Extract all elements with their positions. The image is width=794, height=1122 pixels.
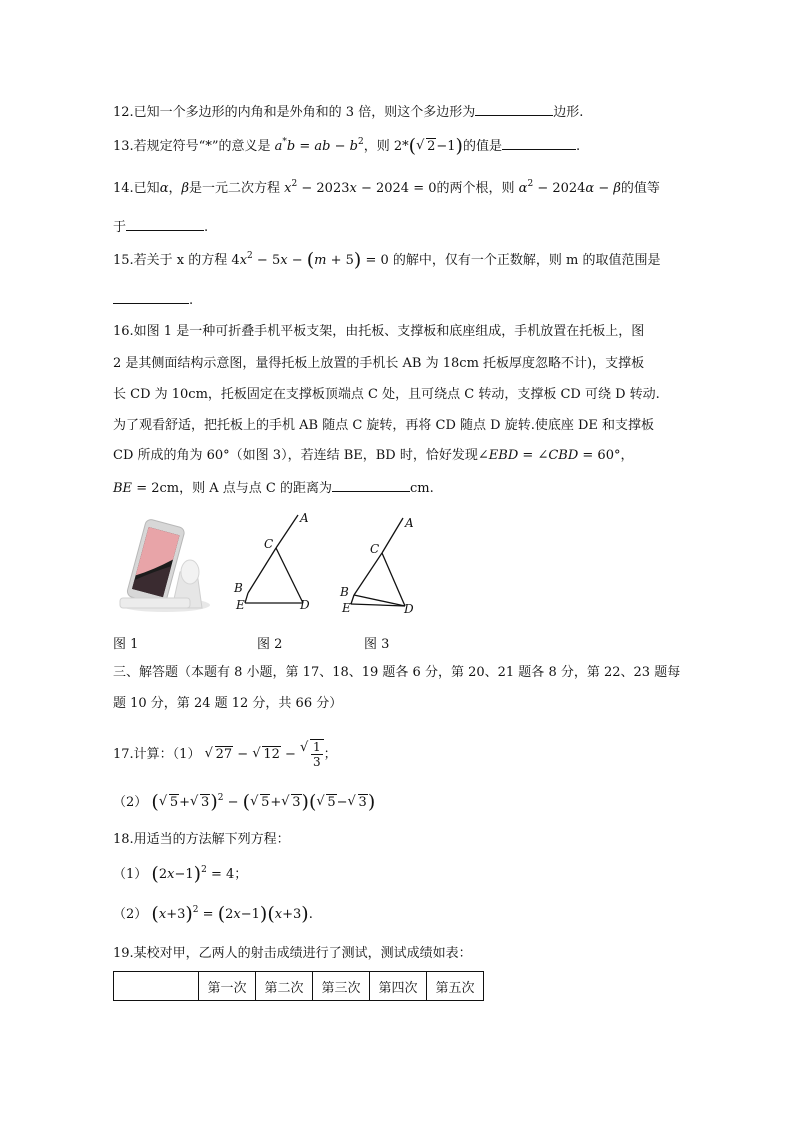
answer-blank	[502, 135, 576, 150]
q13-expression: 2*(√ 2−1)	[394, 139, 463, 154]
segment-cb	[248, 548, 276, 593]
table-header-row	[114, 972, 484, 1001]
label-e: E	[342, 601, 351, 614]
table-header-cell: 第二次	[256, 972, 313, 1001]
question-17	[113, 739, 337, 769]
section-3-heading: 三、解答题（本题有 8 小题，第 17、18、19 题各 6 分，第 20、21 题各 8 分，第 22、23 题每	[113, 665, 681, 680]
segment-ac	[276, 515, 298, 548]
segment-cb	[354, 553, 382, 595]
q16-be-length: BE = 2cm	[113, 481, 180, 496]
answer-blank	[113, 289, 189, 304]
segment-ac	[382, 518, 403, 553]
q17-expr-1: √ 27 − √ 12 − √ $\frac{1}{3}$ ；	[205, 747, 337, 762]
q13-definition: a*b = ab − $b^2$	[274, 137, 364, 154]
table-header-cell: 第四次	[370, 972, 427, 1001]
q15-equation: $4x^2 - 5x - (m + 5) = 0$	[231, 249, 389, 271]
figure-3-diagram	[337, 508, 437, 614]
q17-expr-2: (√ 5+√ 3)$^2$ − (√ 5+√ 3)(√ 5−√ 3)	[151, 795, 375, 810]
question-15	[113, 250, 661, 271]
question-14	[113, 179, 660, 199]
question-18-part2: （2） $(x+3)^2 = (2x-1)(x+3)$.	[113, 903, 313, 925]
question-15-line2: .	[113, 289, 193, 311]
q16-line-6	[113, 477, 434, 499]
question-17-part2	[113, 792, 375, 813]
q13-tail: 的值是	[462, 139, 502, 154]
question-12	[113, 101, 583, 123]
q15-lead: 15.若关于 x 的方程	[113, 253, 228, 268]
q18-p1: （1）	[113, 867, 148, 882]
q16-line-3: 长 CD 为 10cm，托板固定在支撑板顶端点 C 处，且可绕点 C 转动，支撑板 CD 可绕 D 转动.	[113, 387, 660, 402]
q16-angle-condition: ∠EBD = ∠CBD = 60°	[477, 448, 621, 463]
q12-text: 12.已知一个多边形的内角和是外角和的 3 倍，则这个多边形为	[113, 105, 476, 120]
q16-line-5-text: CD 所成的角为 60°（如图 3），若连结 BE，BD 时，恰好发现	[113, 448, 478, 463]
q18-equation-1: $(2x-1)^2 = 4$	[151, 863, 235, 885]
q16-line-5	[113, 446, 634, 466]
q16-line-2: 2 是其侧面结构示意图，量得托板上放置的手机长 AB 为 18cm 托板厚度忽略不计)，支撑板	[113, 356, 645, 371]
figure-1-caption: 图 1	[113, 637, 139, 652]
label-d: D	[300, 598, 310, 612]
figure-2-caption: 图 2	[257, 637, 283, 652]
label-b: B	[234, 581, 243, 595]
q16-line-4: 为了观看舒适，把托板上的手机 AB 随点 C 旋转，再将 CD 随点 D 旋转.使底座 DE 和支撑板	[113, 418, 655, 433]
q14-line2: 于	[113, 220, 127, 235]
q18-equation-2: $(x+3)^2 = (2x-1)(x+3)$	[151, 903, 309, 925]
q16-line-5-tail: ，	[620, 448, 634, 463]
answer-blank	[332, 477, 410, 492]
q13-lead: 13.若规定符号“*”的意义是	[113, 139, 271, 154]
table-header-cell: 第五次	[427, 972, 484, 1001]
figure-2-diagram	[228, 508, 328, 614]
q16-line-6-text: ，则 A 点与点 C 的距离为	[179, 481, 332, 496]
question-13: 13.若规定符号“*”的意义是 a*b = ab − $b^2$，则 2*(√ 2−1)的值是 .	[113, 135, 580, 157]
label-c: C	[370, 542, 380, 556]
label-a: A	[405, 516, 414, 530]
q16-unit: cm.	[409, 481, 434, 496]
answer-blank	[126, 216, 204, 231]
q17-lead: 17.计算：（1）	[113, 747, 201, 762]
phone-stand-photo	[110, 510, 210, 615]
section-3-heading-line2: 题 10 分，第 24 题 12 分，共 66 分）	[113, 696, 343, 711]
table-header-cell: 第三次	[313, 972, 370, 1001]
label-e: E	[236, 598, 245, 612]
question-19: 19.某校对甲，乙两人的射击成绩进行了测试，测试成绩如表：	[113, 946, 472, 961]
score-table	[113, 971, 484, 1001]
question-18: 18.用适当的方法解下列方程：	[113, 832, 290, 847]
q14-mid: 是一元二次方程	[189, 181, 281, 196]
q12-tail: 边形.	[553, 105, 584, 120]
segment-cd	[382, 553, 405, 606]
q15-tail: 的解中，仅有一个正数解，则 m 的取值范围是	[392, 253, 661, 268]
q16-line-1: 16.如图 1 是一种可折叠手机平板支架，由托板、支撑板和底座组成，手机放置在托板上，图	[113, 324, 645, 339]
answer-blank	[475, 101, 553, 116]
segment-be	[245, 593, 248, 603]
question-14-line2: 于 .	[113, 216, 208, 238]
segment-be	[351, 595, 354, 604]
q13-mid: ，则	[363, 139, 390, 154]
q14-sep: ，	[168, 181, 182, 196]
label-c: C	[264, 537, 274, 551]
q17-p2: （2）	[113, 795, 148, 810]
label-d: D	[404, 602, 414, 614]
alpha-symbol: α	[159, 181, 169, 196]
q18-p2: （2）	[113, 907, 148, 922]
table-header-cell: 第一次	[199, 972, 256, 1001]
question-18-part1: （1） $(2x-1)^2 = 4$；	[113, 863, 248, 885]
beta-symbol: β	[181, 181, 189, 196]
q14-tail: 的值等	[620, 181, 660, 196]
q14-mid2: 的两个根，则	[436, 181, 515, 196]
label-a: A	[300, 511, 309, 525]
label-b: B	[340, 585, 349, 599]
figure-3-caption: 图 3	[364, 637, 390, 652]
q14-equation: $x^2 - 2023x - 2024 = 0$	[284, 179, 437, 196]
q14-lead: 14.已知	[113, 181, 160, 196]
table-header-cell	[114, 972, 199, 1001]
q14-expression: $\alpha^2 - 2024\alpha - \beta$	[518, 179, 621, 196]
segment-cd	[276, 548, 303, 603]
